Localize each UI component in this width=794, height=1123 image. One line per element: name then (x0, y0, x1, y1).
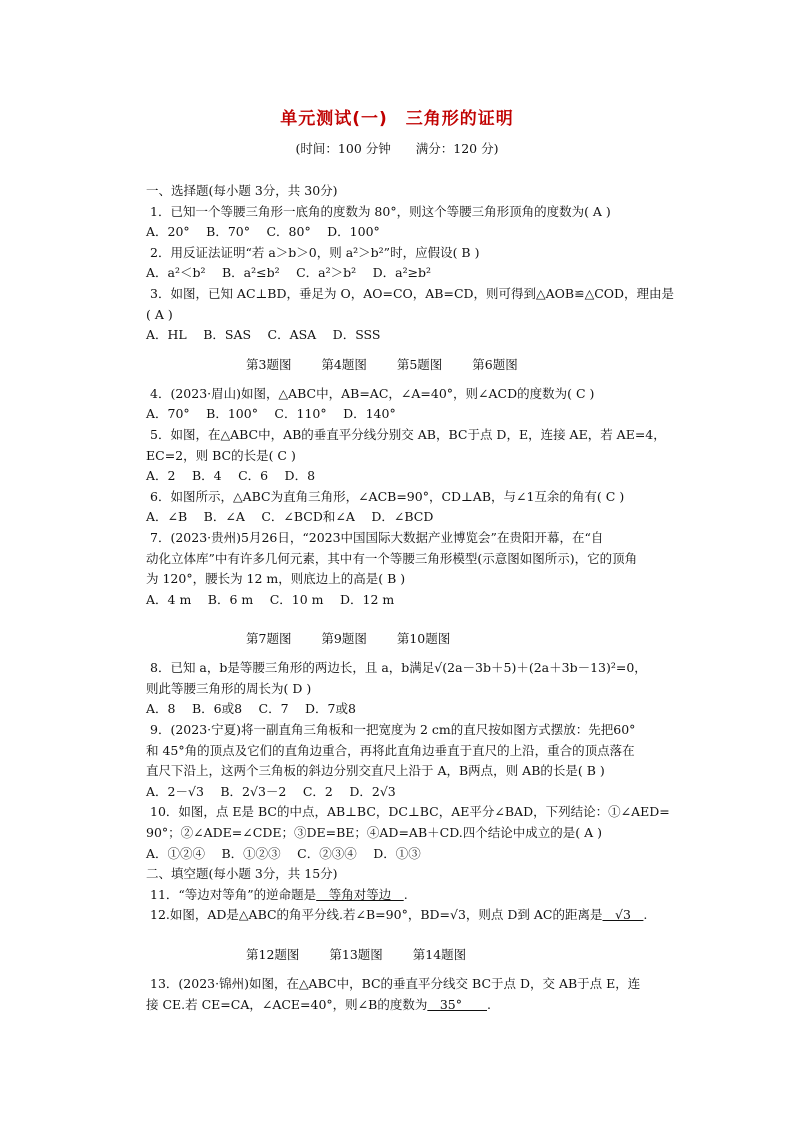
answer-blank: √3 (602, 907, 644, 923)
question-9-options: A．2－√3 B．2√3－2 C．2 D．2√3 (146, 783, 396, 799)
question-13: 13．(2023·锦州)如图，在△ABC中，BC的垂直平分线交 BC于点 D，交 AB于点 E，连 (150, 976, 641, 991)
document-body (146, 181, 675, 1015)
question-text: 接 CE.若 CE=CA，∠ACE=40°，则∠B的度数为 (146, 996, 428, 1012)
page-title: 单元测试(一) 三角形的证明 (280, 109, 514, 129)
question-8-options: A．8 B．6或8 C．7 D．7或8 (146, 701, 356, 717)
question-3: 3．如图，已知 AC⊥BD，垂足为 O，AO=CO，AB=CD，则可得到△AOB≌△COD，理由是 (150, 285, 675, 301)
question-6-options: A．∠B B．∠A C．∠BCD和∠A D．∠BCD (146, 509, 434, 525)
question-7-options: A．4 m B．6 m C．10 m D．12 m (146, 591, 395, 607)
question-7-cont: 为 120°，腰长为 12 m，则底边上的高是( B ) (146, 571, 406, 587)
question-4: 4．(2023·眉山)如图，△ABC中，AB=AC，∠A=40°，则∠ACD的度数为( C ) (150, 385, 595, 401)
figure-captions: 第7题图 第9题图 第10题图 (246, 631, 451, 647)
question-10-cont: 90°；②∠ADE=∠CDE；③DE=BE；④AD=AB＋CD.四个结论中成立的是( A ) (146, 825, 602, 841)
spacer (146, 610, 652, 620)
question-8: 8．已知 a，b是等腰三角形的两边长，且 a，b满足√(2a－3b＋5)＋(2a＋3b－13)²=0， (150, 660, 647, 676)
punctuation: . (403, 886, 408, 902)
question-11 (146, 885, 652, 906)
question-1-options: A．20° B．70° C．80° D．100° (146, 224, 380, 240)
question-text: 12.如图，AD是△ABC的角平分线.若∠B=90°，BD=√3，则点 D到 AC的距离是 (150, 907, 603, 923)
section-heading: 一、选择题(每小题 3分，共 30分) (146, 183, 338, 198)
question-10: 10．如图，点 E是 BC的中点，AB⊥BC，DC⊥BC，AE平分∠BAD，下列结论：①∠AED= (150, 804, 670, 820)
question-6: 6．如图所示，△ABC为直角三角形，∠ACB=90°，CD⊥AB，与∠1互余的角有( C ) (150, 488, 625, 504)
question-5: 5．如图，在△ABC中，AB的垂直平分线分别交 AB，BC于点 D，E，连接 AE，若 AE=4， (150, 426, 666, 442)
figure-captions: 第3题图 第4题图 第5题图 第6题图 (246, 356, 518, 372)
question-text: 11．“等边对等角”的逆命题是 (150, 886, 317, 902)
question-5-cont: EC=2，则 BC的长是( C ) (146, 447, 296, 463)
question-7: 7．(2023·贵州)5月26日，“2023中国国际大数据产业博览会”在贵阳开幕，在“自 (150, 529, 604, 545)
figure-captions: 第12题图 第13题图 第14题图 (246, 947, 467, 962)
punctuation: . (643, 907, 648, 923)
question-10-options: A．①②④ B．①②③ C．②③④ D．①③ (146, 845, 421, 861)
answer-blank: 等角对等边 (316, 886, 404, 902)
question-1: 1．已知一个等腰三角形一底角的度数为 80°，则这个等腰三角形顶角的度数为( A ) (150, 203, 611, 219)
question-4-options: A．70° B．100° C．110° D．140° (146, 406, 396, 422)
question-12 (146, 905, 652, 926)
question-9-cont: 和 45°角的顶点及它们的直角边重合，再将此直角边垂直于直尺的上沿，重合的顶点落在 (146, 742, 635, 758)
question-13-cont (146, 995, 652, 1016)
question-9-cont: 直尺下沿上，这两个三角板的斜边分别交直尺上沿于 A，B两点，则 AB的长是( B ) (146, 763, 605, 779)
question-2: 2．用反证法证明“若 a＞b＞0，则 a²＞b²”时，应假设( B ) (150, 244, 480, 260)
question-8-cont: 则此等腰三角形的周长为( D ) (146, 680, 312, 696)
punctuation: . (487, 996, 491, 1012)
question-9: 9．(2023·宁夏)将一副直角三角板和一把宽度为 2 cm的直尺按如图方式摆放：先把60° (150, 722, 636, 738)
question-7-cont: 动化立体库”中有许多几何元素，其中有一个等腰三角形模型(示意图如图所示)，它的顶角 (146, 550, 638, 566)
question-3-cont: ( A ) (146, 306, 173, 322)
answer-blank: 35° (427, 996, 487, 1012)
section-heading: 二、填空题(每小题 3分，共 15分) (146, 866, 338, 882)
question-2-options: A．a²＜b² B．a²≤b² C．a²＞b² D．a²≥b² (146, 265, 432, 281)
question-3-options: A．HL B．SAS C．ASA D．SSS (146, 327, 381, 343)
spacer (146, 926, 652, 936)
page-subtitle: (时间：100 分钟 满分：120 分) (295, 141, 499, 156)
question-5-options: A．2 B．4 C．6 D．8 (146, 468, 316, 484)
